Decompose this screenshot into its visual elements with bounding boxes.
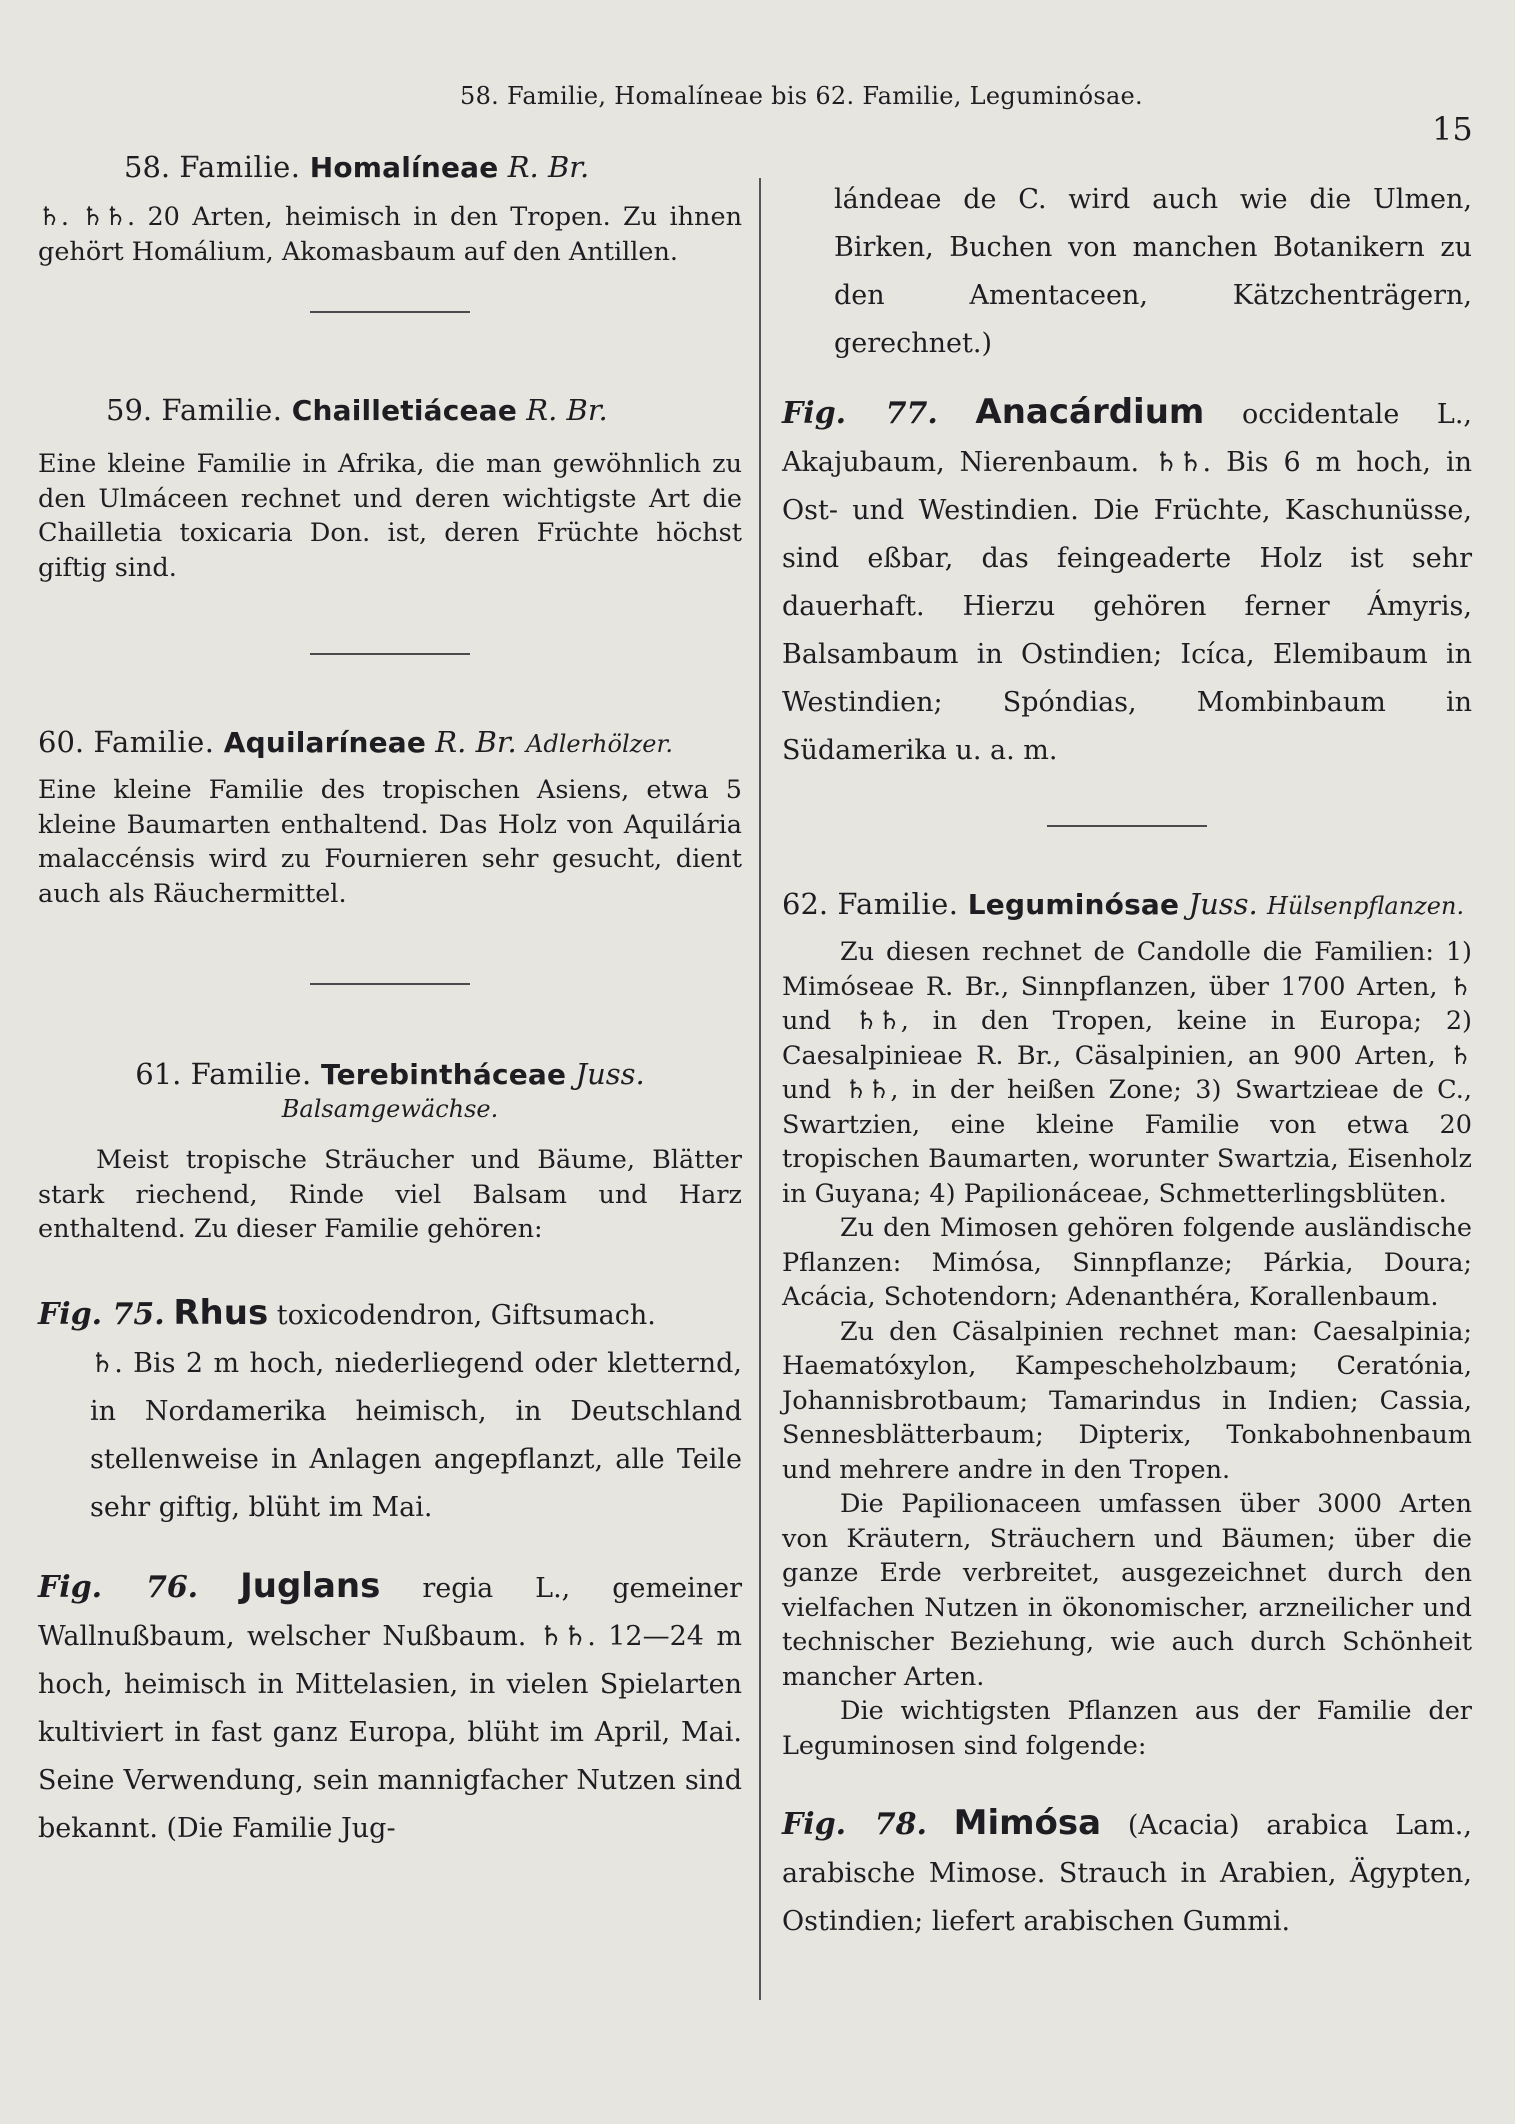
family-author: R. Br. xyxy=(435,725,517,759)
species-text: occidentale L., Akajubaum, Nierenbaum. ♄♄. Bis 6 m hoch, in Ost- und Westindien. Die Früchte, Kaschunüsse, sind eßbar, das feingeaderte Holz ist sehr dauerhaft. Hierzu gehören ferner Ámyris, Balsambaum in Ostindien; Icíca, Elemibaum in Westindien; Spóndias, Mombinbaum in Südamerika u. a. m. xyxy=(782,399,1472,766)
right-column xyxy=(782,176,1472,1946)
figure-78-text xyxy=(782,1799,1472,1946)
family-label: Familie. xyxy=(837,887,959,921)
section-separator xyxy=(310,653,470,655)
family-number: 61. xyxy=(135,1057,182,1091)
family-author: Juss. xyxy=(1188,887,1258,921)
family-name: Aquilaríneae xyxy=(223,726,427,759)
family-61-heading xyxy=(38,1057,742,1123)
species-text: toxicodendron, Giftsumach. xyxy=(276,1299,656,1331)
species-text: regia L., gemeiner Wallnußbaum, welscher Nußbaum. ♄♄. 12—24 m hoch, heimisch in Mittelasien, in vielen Spielarten kultiviert in fast ganz Europa, blüht im April, Mai. Seine Verwendung, sein mannigfacher Nutzen sind bekannt. (Die Familie Jug- xyxy=(38,1572,742,1844)
family-common-name: Hülsenpflanzen. xyxy=(1266,892,1465,920)
figure-76-entry xyxy=(38,1562,742,1853)
figure-76-text xyxy=(38,1562,742,1853)
section-separator xyxy=(310,983,470,985)
family-60-heading xyxy=(38,725,742,759)
family-name: Leguminósae xyxy=(967,888,1180,921)
family-author: Juss. xyxy=(575,1057,645,1091)
family-label: Familie. xyxy=(179,150,301,184)
section-separator xyxy=(1047,825,1207,827)
family-label: Familie. xyxy=(161,393,283,427)
family-name: Terebintháceae xyxy=(320,1058,567,1091)
family-label: Familie. xyxy=(93,725,215,759)
family-label: Familie. xyxy=(190,1057,312,1091)
family-number: 58. xyxy=(124,150,171,184)
family-61-text: Meist tropische Sträucher und Bäume, Blätter stark riechend, Rinde viel Balsam und Harz enthaltend. Zu dieser Familie gehören: xyxy=(38,1145,742,1244)
family-60-text: Eine kleine Familie des tropischen Asiens, etwa 5 kleine Baumarten enthaltend. Das Holz von Aquilária malaccénsis wird zu Fournieren sehr gesucht, dient auch als Räuchermittel. xyxy=(38,775,742,909)
genus-name: Rhus xyxy=(173,1292,269,1333)
family-59-text: Eine kleine Familie in Afrika, die man gewöhnlich zu den Ulmáceen rechnet und deren wichtigste Art die Chailletia toxicaria Don. ist, deren Früchte höchst giftig sind. xyxy=(38,449,742,583)
leguminosae-paragraph-2: Zu den Mimosen gehören folgende ausländische Pflanzen: Mimósa, Sinnpflanze; Párkia, Doura; Acácia, Schotendorn; Adenanthéra, Korallenbaum. xyxy=(782,1213,1472,1312)
leguminosae-paragraph-3: Zu den Cäsalpinien rechnet man: Caesalpinia; Haematóxylon, Kampescheholzbaum; Ceratónia, Johannisbrotbaum; Tamarindus in Indien; Cassia, Sennesblätterbaum; Dipterix, Tonkabohnenbaum und mehrere andre in den Tropen. xyxy=(782,1316,1472,1485)
section-separator xyxy=(310,311,470,313)
left-column xyxy=(38,150,742,1853)
family-59-heading xyxy=(106,393,742,427)
family-number: 60. xyxy=(38,725,85,759)
leguminosae-paragraph-1: Zu diesen rechnet de Candolle die Familien: 1) Mimóseae R. Br., Sinnpflanzen, über 1700 Arten, ♄ und ♄♄, in den Tropen, keine in Europa; 2) Caesalpinieae R. Br., Cäsalpinien, an 900 Arten, ♄ und ♄♄, in der heißen Zone; 3) Swartzieae de C., Swartzien, eine kleine Familie von etwa 20 tropischen Baumarten, worunter Swartzia, Eisenholz in Guyana; 4) Papilionáceae, Schmetterlingsblüten. xyxy=(782,937,1472,1209)
leguminosae-paragraph-4: Die Papilionacеen umfassen über 3000 Arten von Kräutern, Sträuchern und Bäumen; über die ganze Erde verbreitet, ausgezeichnet durch den vielfachen Nutzen in ökonomischer, arzneilicher und technischer Beziehung, wie auch durch Schönheit mancher Arten. xyxy=(782,1489,1472,1692)
running-head: 58. Familie, Homalíneae bis 62. Familie, Leguminósae. xyxy=(460,82,1143,110)
genus-name: Juglans xyxy=(240,1565,381,1606)
figure-75-title xyxy=(38,1289,742,1340)
genus-name: Anacárdium xyxy=(975,392,1205,432)
figure-75-entry xyxy=(38,1289,742,1532)
genus-name: Mimósa xyxy=(953,1803,1102,1843)
family-58-heading xyxy=(124,150,742,184)
species-text: (Acacia) arabica Lam., arabische Mimose. Strauch in Arabien, Ägypten, Ostindien; liefert arabischen Gummi. xyxy=(782,1810,1472,1937)
figure-75-text: ♄. Bis 2 m hoch, niederliegend oder kletternd, in Nordamerika heimisch, in Deutschland stellenweise in Anlagen angepflanzt, alle Teile sehr giftig, blüht im Mai. xyxy=(90,1347,742,1523)
family-common-name: Adlerhölzer. xyxy=(526,730,673,758)
figure-78-entry xyxy=(782,1799,1472,1946)
family-number: 62. xyxy=(782,887,829,921)
figure-label: Fig. 76. xyxy=(38,1569,199,1605)
family-author: R. Br. xyxy=(507,150,590,184)
family-62-heading xyxy=(782,887,1472,921)
family-common-name: Balsamgewächse. xyxy=(281,1095,499,1123)
leguminosae-paragraph-5: Die wichtigsten Pflanzen aus der Familie der Leguminosen sind folgende: xyxy=(782,1696,1472,1761)
figure-label: Fig. 78. xyxy=(782,1807,927,1842)
family-name: Homalíneae xyxy=(309,151,499,184)
family-name: Chailletiáceae xyxy=(291,394,518,427)
family-number: 59. xyxy=(106,393,153,427)
family-58-text: ♄. ♄♄. 20 Arten, heimisch in den Tropen. Zu ihnen gehört Homálium, Akomasbaum auf den Antillen. xyxy=(38,202,742,267)
family-author: R. Br. xyxy=(526,393,608,427)
figure-77-text xyxy=(782,388,1472,775)
continuation-text: lándeae de C. wird auch wie die Ulmen, Birken, Buchen von manchen Botanikern zu den Amentaceen, Kätzchenträgern, gerechnet.) xyxy=(834,184,1472,359)
column-divider xyxy=(759,178,761,2000)
page-number: 15 xyxy=(1432,110,1473,148)
figure-label: Fig. 77. xyxy=(782,396,938,431)
figure-label: Fig. 75. xyxy=(38,1296,165,1332)
figure-77-entry xyxy=(782,388,1472,775)
